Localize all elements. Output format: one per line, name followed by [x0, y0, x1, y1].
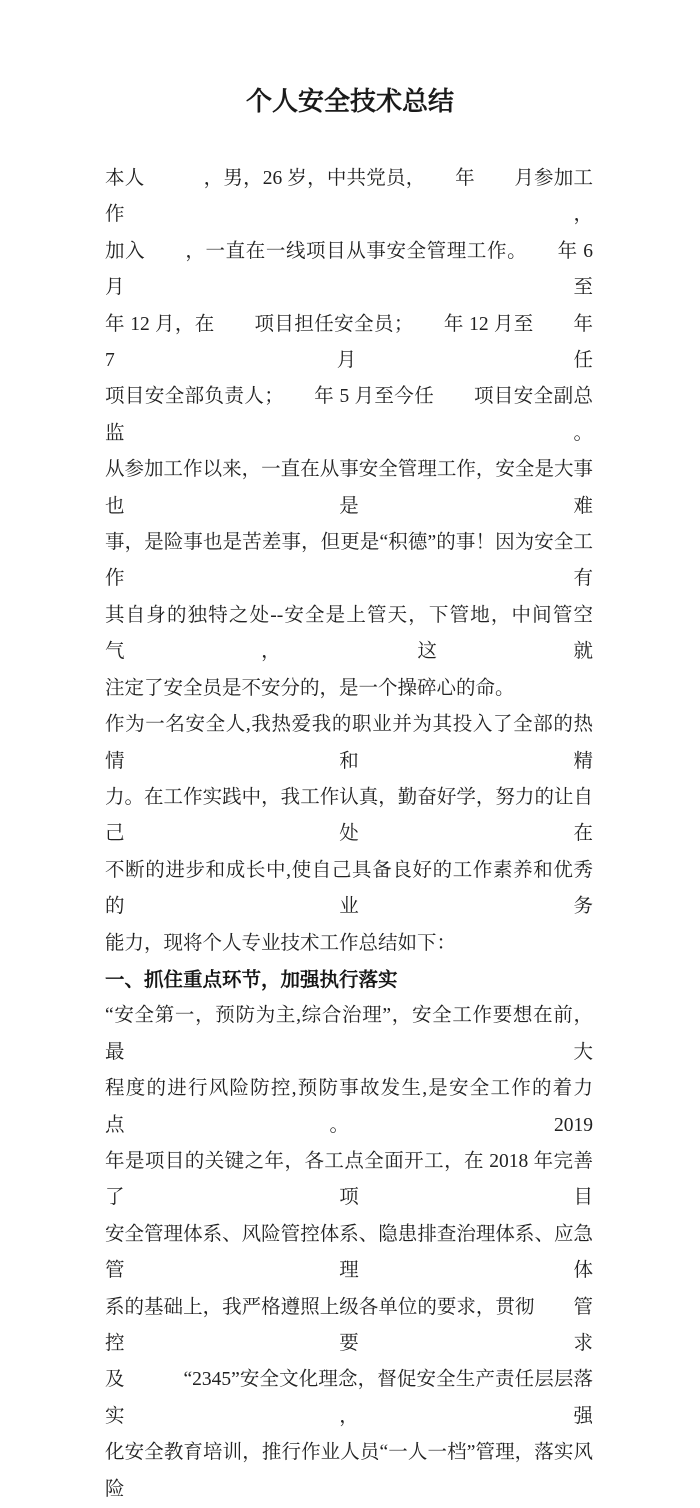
- text-line: 注定了安全员是不安分的，是一个操碎心的命。: [105, 677, 515, 699]
- section-heading: 一、抓住重点环节，加强执行落实: [105, 968, 398, 991]
- text-line: 不断的进步和成长中,使自己具备良好的工作素养和优秀的业务: [105, 859, 593, 918]
- text-line: 其自身的独特之处--安全是上管天，下管地，中间管空气，这就: [105, 604, 593, 663]
- text-line: 事，是险事也是苦差事，但更是“积德”的事！因为安全工作有: [105, 532, 593, 590]
- document-body: [105, 161, 593, 1508]
- document-title: 个人安全技术总结: [245, 87, 454, 116]
- text-line: 及 “2345”安全文化理念，督促安全生产责任层层落实，强: [105, 1369, 593, 1427]
- text-line: 年 12 月，在 项目担任安全员； 年 12 月至 年 7 月任: [105, 313, 593, 372]
- text-line: 能力，现将个人专业技术工作总结如下：: [105, 932, 457, 954]
- text-line: 系的基础上，我严格遵照上级各单位的要求，贯彻 管控要求: [105, 1296, 593, 1354]
- text-line: 安全管理体系、风险管控体系、隐患排查治理体系、应急管理体: [105, 1223, 593, 1282]
- text-line: 化安全教育培训，推行作业人员“一人一档”管理，落实风险: [105, 1442, 593, 1500]
- text-line: 程度的进行风险防控,预防事故发生,是安全工作的着力点。2019: [105, 1078, 593, 1136]
- document-page: [0, 84, 700, 1500]
- text-line: 年是项目的关键之年，各工点全面开工，在 2018 年完善了项目: [105, 1150, 593, 1209]
- text-line: 项目安全部负责人； 年 5 月至今任 项目安全副总监。: [105, 386, 593, 444]
- text-line: 作为一名安全人,我热爱我的职业并为其投入了全部的热情和精: [105, 714, 593, 772]
- text-line: 加入 ，一直在一线项目从事安全管理工作。 年 6 月至: [105, 240, 593, 299]
- text-line: 本人 ，男，26 岁，中共党员， 年 月参加工作，: [105, 168, 593, 226]
- text-line: 从参加工作以来，一直在从事安全管理工作，安全是大事也是难: [105, 459, 593, 517]
- text-line: “安全第一，预防为主,综合治理”，安全工作要想在前，最大: [105, 1005, 593, 1063]
- text-line: 力。在工作实践中，我工作认真，勤奋好学，努力的让自己处在: [105, 786, 593, 845]
